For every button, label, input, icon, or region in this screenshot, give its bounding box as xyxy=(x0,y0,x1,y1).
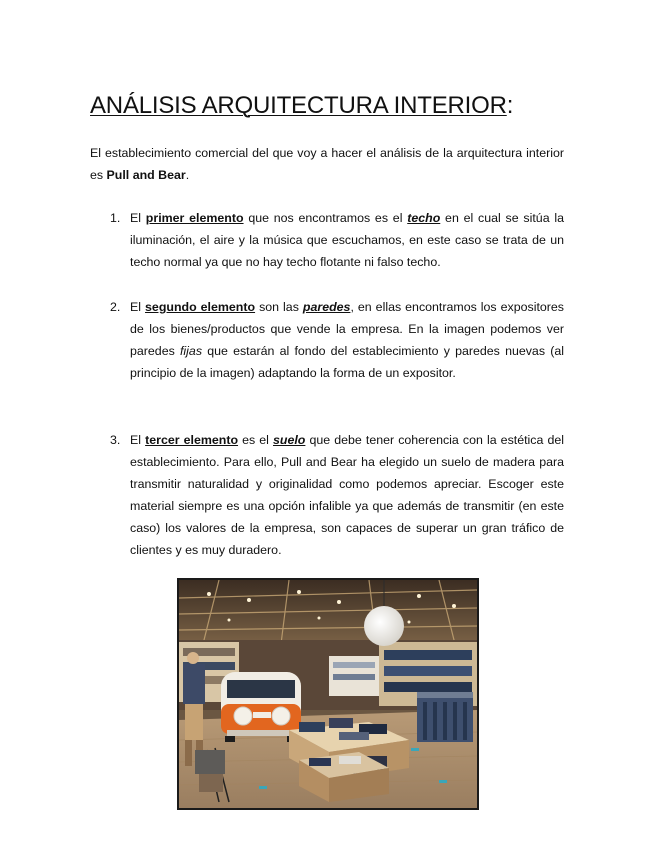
title-colon: : xyxy=(506,92,514,119)
list-number: 3. xyxy=(110,433,121,447)
list-item-1 xyxy=(90,207,564,273)
right-racks xyxy=(417,692,473,742)
item-text: que nos encontramos es el xyxy=(243,211,408,225)
item-text: El xyxy=(130,211,146,225)
store-interior-photo xyxy=(177,578,479,810)
list-item xyxy=(90,207,564,273)
item-text: El xyxy=(130,300,146,314)
item-text: que estarán al fondo del establecimiento y paredes nuevas (al principio de la imagen) adaptando la forma de un expositor. xyxy=(130,344,564,380)
list-item xyxy=(90,429,564,561)
item-keyword: segundo elemento xyxy=(145,300,256,314)
document-title xyxy=(90,91,513,121)
item-keyword: paredes xyxy=(302,300,351,314)
item-keyword: tercer elemento xyxy=(145,433,239,447)
intro-text: El establecimiento comercial del que voy a hacer el análisis de la arquitectura interior es xyxy=(90,146,564,182)
list-number: 1. xyxy=(110,211,121,225)
item-text: en el cual se sitúa la iluminación, el aire y la música que escuchamos, en este caso se trata de un techo normal ya que no hay techo flotante ni falso techo. xyxy=(130,211,565,269)
item-text: El xyxy=(130,433,146,447)
list-number: 2. xyxy=(110,300,121,314)
item-keyword: suelo xyxy=(273,433,306,447)
list-item xyxy=(90,296,564,384)
intro-paragraph xyxy=(90,142,564,186)
item-text: son las xyxy=(255,300,303,314)
store-illustration xyxy=(179,580,477,808)
item-keyword: techo xyxy=(407,211,441,225)
item-keyword: primer elemento xyxy=(145,211,244,225)
item-emphasis: fijas xyxy=(179,344,203,358)
intro-end: . xyxy=(185,168,190,182)
item-text: , en ellas encontramos los expositores de los bienes/productos que vende la empresa. En la imagen podemos ver paredes xyxy=(130,300,564,358)
list-item-2 xyxy=(90,296,564,384)
list-item-3 xyxy=(90,429,564,561)
pendant-lamp xyxy=(364,606,404,646)
item-text: que debe tener coherencia con la estética del establecimiento. Para ello, Pull and Bear ha elegido un suelo de madera para transmitir naturalidad y originalidad como podemos apreciar. Escoger este material siempre es una opción infalible ya que además de transmitir (en este caso) los valores de la empresa, son capaces de superar un gran tráfico de clientes y es muy duradero. xyxy=(130,433,564,557)
brand-name: Pull and Bear xyxy=(106,168,186,182)
title-text: ANÁLISIS ARQUITECTURA INTERIOR xyxy=(90,92,507,119)
item-text: es el xyxy=(238,433,274,447)
